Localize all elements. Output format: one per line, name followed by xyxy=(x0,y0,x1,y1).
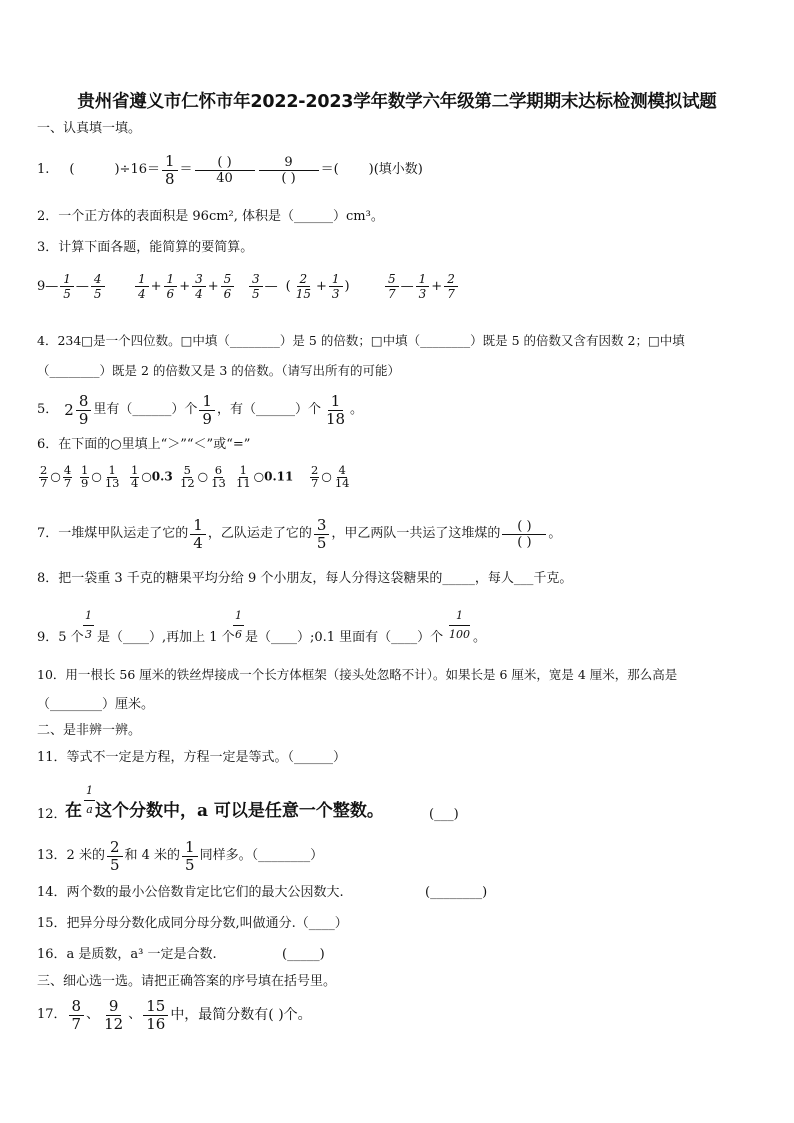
q1-number: 1. xyxy=(37,162,50,177)
q7-frac-1-4: $\frac{1}{4}$ xyxy=(190,517,206,552)
q7-text-2: ，乙队运走了它的 xyxy=(207,526,312,541)
q17-frac-8-7: $\frac{8}{7}$ xyxy=(69,998,85,1033)
calc-4-frac-c: $\frac{2}{7}$ xyxy=(444,272,458,301)
q9-text-1: 9．5 个 xyxy=(37,630,84,645)
calc-2-frac-b: $\frac{1}{6}$ xyxy=(164,272,178,301)
calc-1-frac-a: $\frac{1}{5}$ xyxy=(60,272,74,301)
question-4-line-2: （________）既是 2 的倍数又是 3 的倍数。（请写出所有的可能） xyxy=(37,363,401,378)
calc-1 xyxy=(37,272,107,301)
q7-text-4: 。 xyxy=(548,526,562,541)
q12-text-1: 在 xyxy=(65,801,82,821)
q1-equals: ＝ xyxy=(179,162,193,177)
question-11: 11．等式不一定是方程，方程一定是等式。（______） xyxy=(37,750,347,765)
compare-4: $\frac{5}{12}$ ○ $\frac{6}{13}$ xyxy=(180,463,226,490)
calc-3-frac-a: $\frac{3}{5}$ xyxy=(249,272,263,301)
q17-frac-9-12: $\frac{9}{12}$ xyxy=(104,996,124,1033)
calc-4-op2: + xyxy=(431,279,443,294)
q5-text-2: ，有（______）个 xyxy=(216,402,321,417)
q17-sep-1: 、 xyxy=(86,1007,100,1022)
question-13 xyxy=(37,836,323,876)
calc-2-op2: + xyxy=(179,279,191,294)
compare-2: $\frac{1}{9}$ ○ $\frac{1}{13}$ xyxy=(81,463,120,490)
q1-tail: ＝( xyxy=(320,162,339,177)
q1-fraction-9-blank: $\frac{9}{( )}$ xyxy=(259,155,319,186)
q17-frac-15-16: $\frac{15}{16}$ xyxy=(143,998,168,1033)
question-4-line-1: 4．234□是一个四位数。□中填（________）是 5 的倍数；□中填（________）既是 5 的倍数又含有因数 2；□中填 xyxy=(37,333,685,348)
calc-2-op3: + xyxy=(207,279,219,294)
q1-tail-decimal: )(填小数) xyxy=(368,162,423,177)
question-16 xyxy=(37,946,325,964)
calc-3-paren-open: ( xyxy=(285,279,291,294)
q14-text: 14．两个数的最小公倍数肯定比它们的最大公因数大. xyxy=(37,885,344,900)
q1-fraction-blank-40: $\frac{( )}{40}$ xyxy=(195,155,255,186)
q7-text-1: 7．一堆煤甲队运走了它的 xyxy=(37,526,189,541)
section-3-heading: 三、细心选一选。请把正确答案的序号填在括号里。 xyxy=(37,974,337,989)
q16-text: 16．a 是质数，a³ 一定是合数. xyxy=(37,947,217,962)
q7-answer-fraction: $\frac{( )}{( )}$ xyxy=(502,519,546,550)
q17-text: 中，最简分数有( )个。 xyxy=(170,1007,312,1023)
q5-frac-1-18: $\frac{1}{18}$ xyxy=(325,391,346,428)
q5-text-3: 。 xyxy=(350,402,364,417)
question-15: 15．把异分母分数化成同分母分数,叫做通分.（____） xyxy=(37,916,348,931)
q5-frac-1-9: $\frac{1}{9}$ xyxy=(199,393,215,428)
q16-blank: (_____) xyxy=(282,947,325,962)
calc-3 xyxy=(247,272,350,301)
calc-4 xyxy=(383,272,460,301)
q12-frac-1-a: 1 a xyxy=(86,784,93,816)
question-10-line-2: （________）厘米。 xyxy=(37,697,155,712)
q1-fraction-1-8: $\frac{1}{8}$ xyxy=(162,153,178,188)
question-7 xyxy=(37,512,561,556)
calc-4-frac-a: $\frac{5}{7}$ xyxy=(385,272,399,301)
compare-3: $\frac{1}{4}$ ○0.3 xyxy=(131,463,173,490)
q1-div16: )÷16＝ xyxy=(114,162,160,177)
question-1 xyxy=(37,149,423,191)
calc-3-paren-close: ) xyxy=(344,279,350,294)
section-1-heading: 一、认真填一填。 xyxy=(37,121,142,136)
q9-frac-1-100: 1 100 xyxy=(449,609,470,641)
calc-2 xyxy=(133,272,236,301)
question-8: 8．把一袋重 3 千克的糖果平均分给 9 个小朋友，每人分得这袋糖果的_____，每人___千克。 xyxy=(37,571,573,586)
q12-text-2: 这个分数中，a 可以是任意一个整数。 xyxy=(95,801,384,821)
calc-3-frac-b: $\frac{2}{15}$ xyxy=(295,272,311,301)
calc-3-op2: + xyxy=(316,279,327,294)
calc-2-frac-c: $\frac{3}{4}$ xyxy=(192,272,206,301)
q1-open-paren: ( xyxy=(69,162,75,177)
question-3: 3．计算下面各题，能简算的要简算。 xyxy=(37,240,254,255)
q12-number: 12． xyxy=(37,807,67,822)
calc-2-op1: + xyxy=(150,279,162,294)
compare-1: $\frac{2}{7}$ ○ $\frac{4}{7}$ xyxy=(40,463,72,490)
q17-sep-2: 、 xyxy=(128,1007,142,1022)
q13-text-2: 和 4 米的 xyxy=(124,848,181,863)
q5-frac-8-9: $\frac{8}{9}$ xyxy=(76,393,92,428)
page-title: 贵州省遵义市仁怀市年2022-2023学年数学六年级第二学期期末达标检测模拟试题 xyxy=(77,92,717,112)
compare-5: $\frac{1}{11}$ ○0.11 xyxy=(236,463,294,490)
compare-6: $\frac{2}{7}$ ○ $\frac{4}{14}$ xyxy=(311,463,350,490)
question-14 xyxy=(37,884,488,902)
calc-2-frac-a: $\frac{1}{4}$ xyxy=(135,272,149,301)
q13-frac-1-5: $\frac{1}{5}$ xyxy=(182,839,198,874)
q5-whole: 2 xyxy=(64,401,74,419)
calc-1-frac-b: $\frac{4}{5}$ xyxy=(91,272,105,301)
calc-4-frac-b: $\frac{1}{3}$ xyxy=(416,272,430,301)
q9-text-4: 。 xyxy=(473,630,487,645)
question-5 xyxy=(37,390,363,430)
question-6: 6．在下面的○里填上“＞”“＜”或“=” xyxy=(37,437,251,452)
section-2-heading: 二、是非辨一辨。 xyxy=(37,723,142,738)
calc-4-op1: — xyxy=(400,279,414,294)
question-17 xyxy=(37,994,312,1036)
q14-blank: (________) xyxy=(425,885,488,900)
q13-text-1: 13．2 米的 xyxy=(37,848,105,863)
question-10-line-1: 10．用一根长 56 厘米的铁丝焊接成一个长方体框架（接头处忽略不计）。如果长是 6 厘米，宽是 4 厘米，那么高是 xyxy=(37,667,678,682)
q9-text-2: 是（____）,再加上 1 个 xyxy=(97,630,235,645)
calc-1-lead: 9— xyxy=(37,279,59,294)
q5-number: 5． xyxy=(37,402,59,417)
q13-frac-2-5: $\frac{2}{5}$ xyxy=(107,839,123,874)
q7-frac-3-5: $\frac{3}{5}$ xyxy=(314,517,330,552)
question-2: 2．一个正方体的表面积是 96cm², 体积是（______）cm³。 xyxy=(37,209,384,224)
q9-frac-1-6: 1 6 xyxy=(235,609,242,641)
q5-text-1: 里有（______）个 xyxy=(93,402,198,417)
calc-1-op: — xyxy=(75,279,89,294)
q12-text-3: (___) xyxy=(429,807,459,822)
calc-3-op: — xyxy=(264,279,278,294)
q9-text-3: 是（____）;0.1 里面有（____）个 xyxy=(245,630,444,645)
q17-number: 17． xyxy=(37,1007,67,1022)
q7-text-3: ，甲乙两队一共运了这堆煤的 xyxy=(331,526,501,541)
q13-text-3: 同样多。（________） xyxy=(199,848,324,863)
calc-3-frac-c: $\frac{1}{3}$ xyxy=(329,272,343,301)
calc-2-frac-d: $\frac{5}{6}$ xyxy=(221,272,235,301)
q9-frac-1-3: 1 3 xyxy=(85,609,92,641)
